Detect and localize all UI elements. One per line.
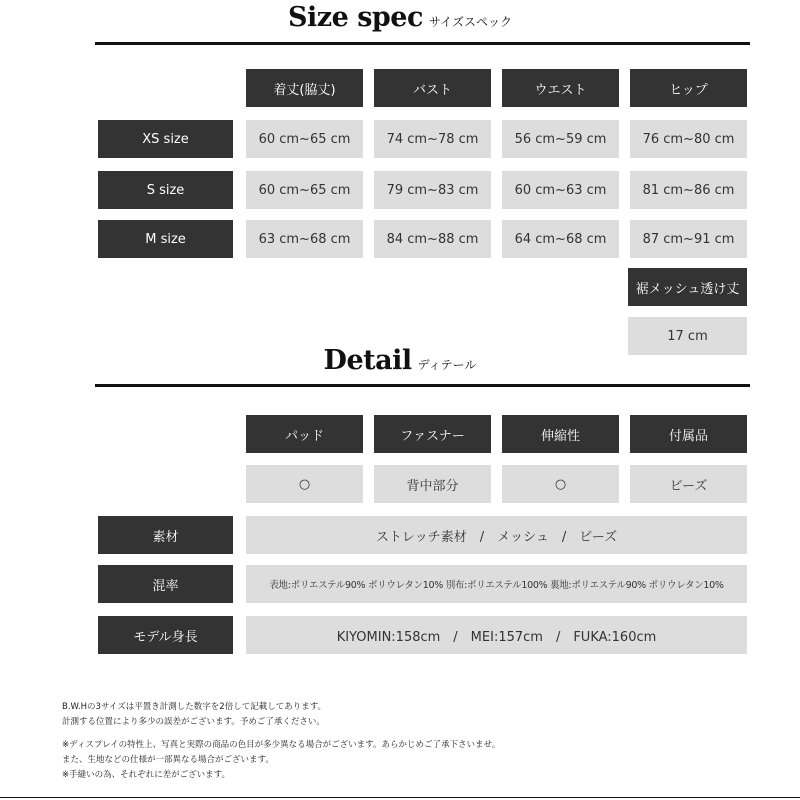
size-header-hip: ヒップ xyxy=(630,69,747,107)
size-value-cell: 84 cm~88 cm xyxy=(374,220,491,258)
size-value-cell: 60 cm~65 cm xyxy=(246,120,363,158)
size-spec-heading xyxy=(0,2,800,33)
composition-value: 表地:ポリエステル90% ポリウレタン10% 別布:ポリエステル100% 裏地:ポリエステル90% ポリウレタン10% xyxy=(246,565,747,603)
size-value-cell: 87 cm~91 cm xyxy=(630,220,747,258)
note-spacer xyxy=(62,730,762,738)
detail-value-accessory: ビーズ xyxy=(630,465,747,503)
model-height-label: モデル身長 xyxy=(98,616,233,654)
size-header-bust: バスト xyxy=(374,69,491,107)
size-label-m: M size xyxy=(98,220,233,258)
size-value-cell: 56 cm~59 cm xyxy=(502,120,619,158)
size-value-cell: 81 cm~86 cm xyxy=(630,171,747,209)
mesh-length-header: 裾メッシュ透け丈 xyxy=(628,268,747,306)
note-line: また、生地などの仕様が一部異なる場合がございます。 xyxy=(62,755,274,765)
note-line: ※ディスプレイの特性上、写真と実際の商品の色目が多少異なる場合がございます。あらかじめご了承下さいませ。 xyxy=(62,740,501,750)
detail-header-pad: パッド xyxy=(246,415,363,453)
size-spec-divider xyxy=(95,42,750,45)
size-header-length: 着丈(脇丈) xyxy=(246,69,363,107)
notes xyxy=(62,700,762,783)
model-height-value: KIYOMIN:158cm / MEI:157cm / FUKA:160cm xyxy=(246,616,747,654)
size-value-cell: 79 cm~83 cm xyxy=(374,171,491,209)
detail-subtitle: ディテール xyxy=(417,358,477,372)
note-line: B.W.Hの3サイズは平置き計測した数字を2倍して記載してあります。 xyxy=(62,702,327,712)
detail-divider xyxy=(95,384,750,387)
size-value-cell: 60 cm~65 cm xyxy=(246,171,363,209)
detail-value-zipper: 背中部分 xyxy=(374,465,491,503)
size-value-cell: 74 cm~78 cm xyxy=(374,120,491,158)
detail-title: Detail xyxy=(323,345,412,376)
detail-header-accessory: 付属品 xyxy=(630,415,747,453)
size-value-cell: 60 cm~63 cm xyxy=(502,171,619,209)
material-value: ストレッチ素材 / メッシュ / ビーズ xyxy=(246,516,747,554)
size-label-xs: XS size xyxy=(98,120,233,158)
size-value-cell: 63 cm~68 cm xyxy=(246,220,363,258)
material-label: 素材 xyxy=(98,516,233,554)
detail-value-pad: ○ xyxy=(246,465,363,503)
size-value-cell: 64 cm~68 cm xyxy=(502,220,619,258)
size-label-s: S size xyxy=(98,171,233,209)
detail-header-zipper: ファスナー xyxy=(374,415,491,453)
size-spec-title: Size spec xyxy=(288,2,423,33)
size-spec-subtitle: サイズスペック xyxy=(428,15,512,29)
detail-header-stretch: 伸縮性 xyxy=(502,415,619,453)
note-line: ※手縫いの為、それぞれに差がございます。 xyxy=(62,770,230,780)
composition-label: 混率 xyxy=(98,565,233,603)
size-value-cell: 76 cm~80 cm xyxy=(630,120,747,158)
bottom-divider xyxy=(0,797,800,798)
note-line: 計測する位置により多少の誤差がございます。予めご了承ください。 xyxy=(62,717,325,727)
detail-heading xyxy=(0,345,800,376)
mesh-length-value: 17 cm xyxy=(628,317,747,355)
detail-value-stretch: ○ xyxy=(502,465,619,503)
size-header-waist: ウエスト xyxy=(502,69,619,107)
